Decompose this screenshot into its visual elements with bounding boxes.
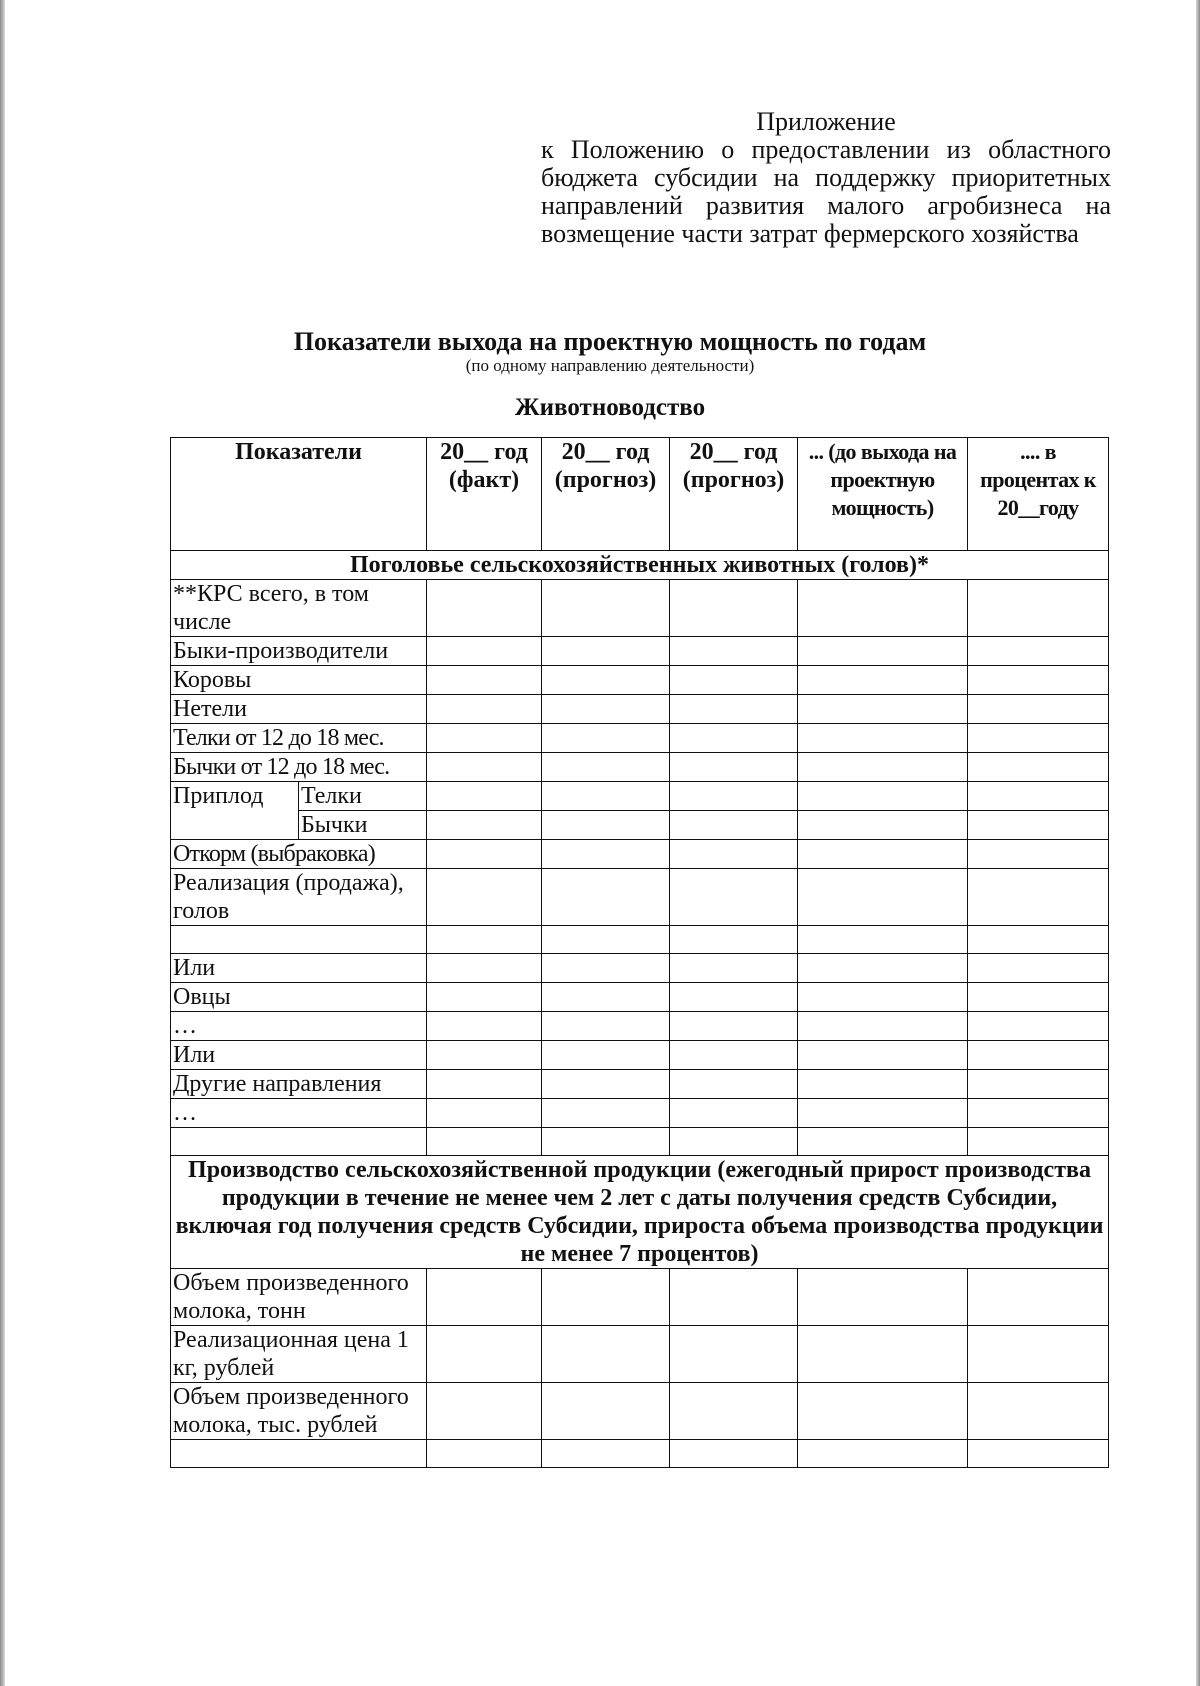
value-cell xyxy=(542,840,670,869)
value-cell xyxy=(798,580,968,637)
header-year-forecast-1: 20__ год (прогноз) xyxy=(542,438,670,551)
table-row xyxy=(171,695,1109,724)
value-cell xyxy=(968,926,1109,954)
table-row xyxy=(171,580,1109,637)
row-label: … xyxy=(171,1012,427,1041)
row-label: Откорм (выбраковка) xyxy=(171,840,427,869)
value-cell xyxy=(968,753,1109,782)
value-cell xyxy=(670,1012,798,1041)
appendix-text: к Положению о предоставлении из областного бюджета субсидии на поддержку приоритетных направлений развития малого агробизнеса на возмещение части затрат фермерского хозяйства xyxy=(541,135,1111,248)
value-cell xyxy=(968,666,1109,695)
value-cell xyxy=(968,1383,1109,1440)
value-cell xyxy=(798,1099,968,1128)
value-cell xyxy=(542,1269,670,1326)
value-cell xyxy=(798,666,968,695)
value-cell xyxy=(968,1012,1109,1041)
row-label: Нетели xyxy=(171,695,427,724)
value-cell xyxy=(427,1128,542,1156)
value-cell xyxy=(427,1269,542,1326)
value-cell xyxy=(968,637,1109,666)
value-cell xyxy=(542,1012,670,1041)
value-cell xyxy=(542,869,670,926)
value-cell xyxy=(798,695,968,724)
value-cell xyxy=(670,1099,798,1128)
value-cell xyxy=(427,1383,542,1440)
value-cell xyxy=(542,695,670,724)
table-row xyxy=(171,1099,1109,1128)
value-cell xyxy=(798,1041,968,1070)
row-label: **КРС всего, в том числе xyxy=(171,580,427,637)
value-cell xyxy=(798,1383,968,1440)
table-row xyxy=(171,724,1109,753)
value-cell xyxy=(542,753,670,782)
value-cell xyxy=(427,926,542,954)
table-row xyxy=(171,666,1109,695)
table-row xyxy=(171,1128,1109,1156)
value-cell xyxy=(798,753,968,782)
section-livestock: Поголовье сельскохозяйственных животных (голов)* xyxy=(171,551,1109,580)
table-header-row xyxy=(171,438,1109,551)
value-cell xyxy=(670,724,798,753)
value-cell xyxy=(670,1128,798,1156)
row-label: Коровы xyxy=(171,666,427,695)
value-cell xyxy=(670,695,798,724)
value-cell xyxy=(798,1070,968,1099)
table-row xyxy=(171,869,1109,926)
row-label xyxy=(171,926,427,954)
row-label: Бычки от 12 до 18 мес. xyxy=(171,753,427,782)
value-cell xyxy=(542,1128,670,1156)
value-cell xyxy=(670,1041,798,1070)
value-cell xyxy=(542,1070,670,1099)
value-cell xyxy=(670,753,798,782)
header-percent: .... в процентах к 20__году xyxy=(968,438,1109,551)
value-cell xyxy=(798,724,968,753)
scan-edge-right xyxy=(1196,0,1200,1686)
value-cell xyxy=(670,869,798,926)
value-cell xyxy=(798,1326,968,1383)
value-cell xyxy=(798,1440,968,1468)
value-cell xyxy=(427,1012,542,1041)
table-row xyxy=(171,1012,1109,1041)
row-label: Овцы xyxy=(171,983,427,1012)
table-row xyxy=(171,1383,1109,1440)
table-row xyxy=(171,811,1109,840)
document-subtitle: (по одному направлению деятельности) xyxy=(465,356,755,375)
row-label: Другие направления xyxy=(171,1070,427,1099)
value-cell xyxy=(670,954,798,983)
value-cell xyxy=(968,869,1109,926)
table-row xyxy=(171,637,1109,666)
row-label xyxy=(171,1128,427,1156)
table-row xyxy=(171,1269,1109,1326)
section-production: Производство сельскохозяйственной продукции (ежегодный прирост производства продукции в течение не менее чем 2 лет с даты получения средств Субсидии, включая год получения средств Субсидии, прироста объема производства продукции не менее 7 процентов) xyxy=(171,1156,1109,1269)
row-label: … xyxy=(171,1099,427,1128)
value-cell xyxy=(427,1326,542,1383)
value-cell xyxy=(968,1128,1109,1156)
scan-edge-left xyxy=(0,0,5,1686)
value-cell xyxy=(427,869,542,926)
value-cell xyxy=(427,724,542,753)
value-cell xyxy=(542,1383,670,1440)
section-row-livestock xyxy=(171,551,1109,580)
offspring-label: Приплод xyxy=(171,782,299,840)
value-cell xyxy=(427,840,542,869)
value-cell xyxy=(670,1269,798,1326)
value-cell xyxy=(427,1440,542,1468)
header-until-capacity: ... (до выхода на проектную мощность) xyxy=(798,438,968,551)
table-row xyxy=(171,1070,1109,1099)
value-cell xyxy=(968,983,1109,1012)
value-cell xyxy=(968,1269,1109,1326)
row-label: Или xyxy=(171,954,427,983)
value-cell xyxy=(542,983,670,1012)
header-year-forecast-2: 20__ год (прогноз) xyxy=(670,438,798,551)
row-label: Объем произведенного молока, тонн xyxy=(171,1269,427,1326)
value-cell xyxy=(968,1070,1109,1099)
row-label xyxy=(171,1440,427,1468)
value-cell xyxy=(427,580,542,637)
value-cell xyxy=(968,1440,1109,1468)
value-cell xyxy=(542,1099,670,1128)
value-cell xyxy=(798,637,968,666)
value-cell xyxy=(670,637,798,666)
value-cell xyxy=(427,1070,542,1099)
value-cell xyxy=(798,869,968,926)
value-cell xyxy=(670,926,798,954)
value-cell xyxy=(427,695,542,724)
value-cell xyxy=(542,666,670,695)
value-cell xyxy=(670,580,798,637)
value-cell xyxy=(670,1070,798,1099)
value-cell xyxy=(427,753,542,782)
value-cell xyxy=(427,983,542,1012)
table-row xyxy=(171,782,1109,811)
appendix-block xyxy=(541,108,1111,248)
table-row xyxy=(171,954,1109,983)
livestock-rows xyxy=(171,580,1109,782)
row-label: Телки от 12 до 18 мес. xyxy=(171,724,427,753)
appendix-title: Приложение xyxy=(756,107,896,136)
value-cell xyxy=(542,1440,670,1468)
section-row-production xyxy=(171,1156,1109,1269)
value-cell xyxy=(968,1041,1109,1070)
value-cell xyxy=(798,926,968,954)
value-cell xyxy=(427,1041,542,1070)
value-cell xyxy=(798,840,968,869)
value-cell xyxy=(427,666,542,695)
row-label: Реализационная цена 1 кг, рублей xyxy=(171,1326,427,1383)
table-row xyxy=(171,1326,1109,1383)
value-cell xyxy=(670,983,798,1012)
table-row xyxy=(171,1440,1109,1468)
value-cell xyxy=(542,724,670,753)
table-row xyxy=(171,1041,1109,1070)
value-cell xyxy=(670,666,798,695)
value-cell xyxy=(670,1326,798,1383)
value-cell xyxy=(968,954,1109,983)
value-cell xyxy=(670,1440,798,1468)
value-cell xyxy=(968,695,1109,724)
value-cell xyxy=(427,1099,542,1128)
value-cell xyxy=(798,983,968,1012)
value-cell xyxy=(542,926,670,954)
document-title: Показатели выхода на проектную мощность по годам xyxy=(293,327,927,356)
value-cell xyxy=(968,1099,1109,1128)
value-cell xyxy=(968,724,1109,753)
header-indicators: Показатели xyxy=(171,438,427,551)
header-year-fact: 20__ год (факт) xyxy=(427,438,542,551)
value-cell xyxy=(798,1269,968,1326)
row-label: Быки-производители xyxy=(171,637,427,666)
value-cell xyxy=(670,1383,798,1440)
table-row xyxy=(171,983,1109,1012)
offspring-item: Телки xyxy=(299,782,427,811)
value-cell xyxy=(427,637,542,666)
value-cell xyxy=(427,954,542,983)
value-cell xyxy=(968,1326,1109,1383)
value-cell xyxy=(542,1041,670,1070)
value-cell xyxy=(670,840,798,869)
value-cell xyxy=(542,1326,670,1383)
table-row xyxy=(171,926,1109,954)
offspring-item: Бычки xyxy=(299,811,427,840)
value-cell xyxy=(542,637,670,666)
section-title: Животноводство xyxy=(514,394,706,421)
table-row xyxy=(171,840,1109,869)
value-cell xyxy=(798,1128,968,1156)
row-label: Или xyxy=(171,1041,427,1070)
livestock-rows-2 xyxy=(171,840,1109,1156)
value-cell xyxy=(968,580,1109,637)
value-cell xyxy=(798,954,968,983)
value-cell xyxy=(542,580,670,637)
value-cell xyxy=(968,840,1109,869)
value-cell xyxy=(542,954,670,983)
table-row xyxy=(171,753,1109,782)
row-label: Реализация (продажа), голов xyxy=(171,869,427,926)
value-cell xyxy=(798,1012,968,1041)
row-label: Объем произведенного молока, тыс. рублей xyxy=(171,1383,427,1440)
production-rows xyxy=(171,1269,1109,1468)
indicators-table xyxy=(170,437,1109,1468)
